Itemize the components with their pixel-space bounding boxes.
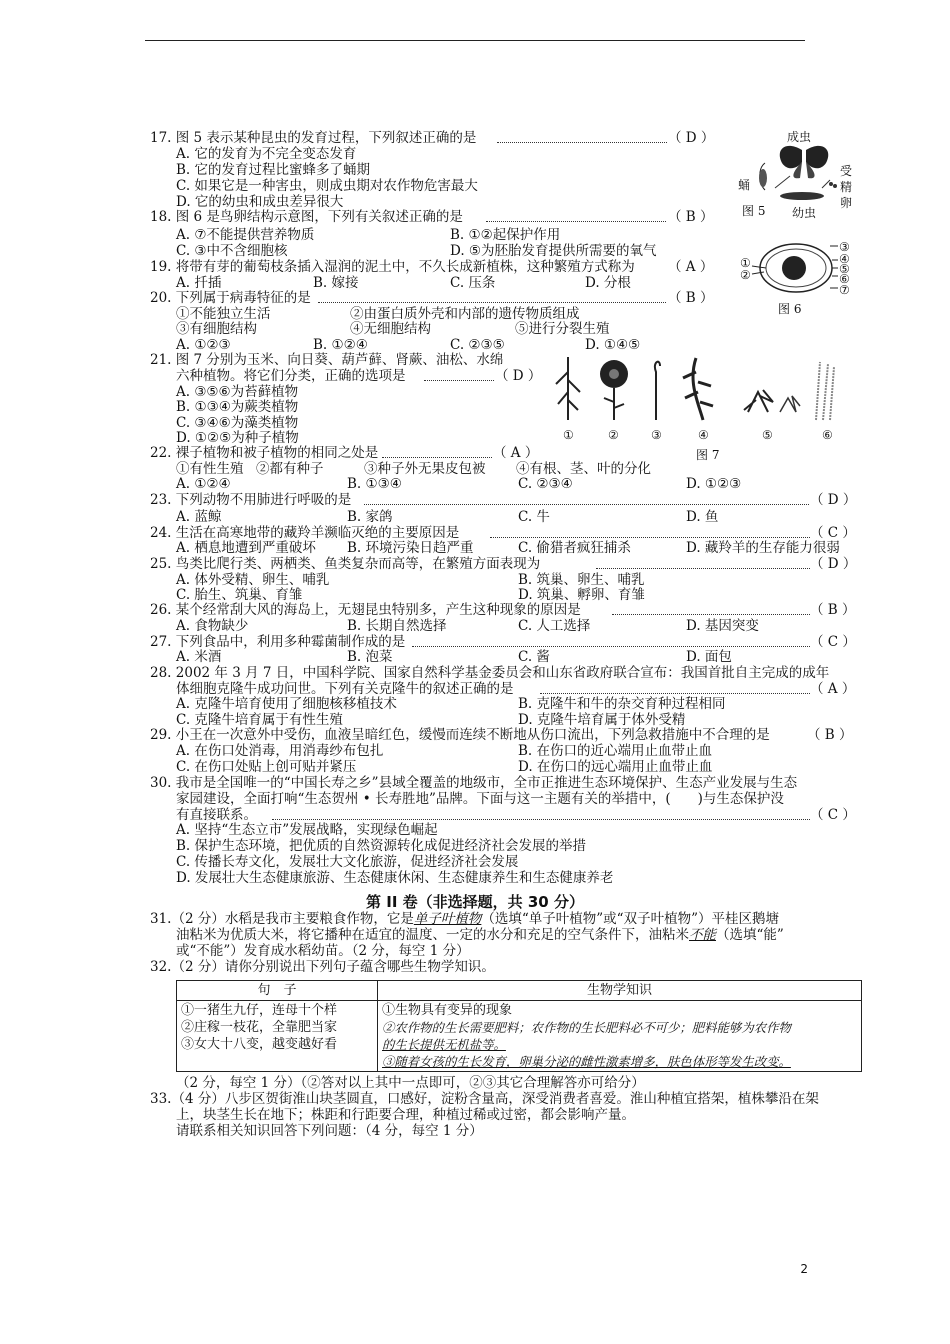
q21-stem-line1: 21. 图 7 分别为玉米、向日葵、葫芦藓、肾蕨、油松、水绵 (150, 352, 504, 368)
q17-option-a: A. 它的发育为不完全变态发育 (176, 146, 357, 162)
q23-option-d: D. 鱼 (686, 509, 719, 525)
six-plants-drawing (548, 352, 843, 424)
q31-text-3: 油粘米为优质大米，将它播种在适宜的温度、一定的水分和充足的空气条件下，油粘米 (176, 927, 689, 943)
q26-option-c: C. 人工选择 (518, 618, 591, 634)
sentence-cell (177, 1001, 378, 1072)
q19-option-b: B. 嫁接 (313, 275, 359, 291)
q28-option-b: B. 克隆牛和牛的杂交育种过程相同 (518, 696, 726, 712)
q29-option-a: A. 在伤口处消毒，用消毒纱布包扎 (176, 743, 384, 759)
column-header-sentence: 句 子 (177, 981, 378, 1001)
q27-option-d: D. 面包 (686, 649, 732, 665)
fig5-adult-label: 成虫 (787, 130, 812, 144)
q28-answer: （ A ） (810, 681, 856, 697)
q21-option-c: C. ③④⑥为藻类植物 (176, 415, 299, 431)
knowledge-1: ①生物具有变异的现象 (382, 1003, 513, 1018)
q18-option-b: B. ①②起保护作用 (450, 227, 561, 243)
leader-dots (318, 302, 666, 303)
q30-stem-line3: 有直接联系。 (176, 807, 257, 823)
q23-option-a: A. 蓝鲸 (176, 509, 222, 525)
q18-option-c: C. ③中不含细胞核 (176, 243, 288, 259)
q31-answer-blank-2: 不能 (689, 927, 716, 943)
fig7-label-3: ③ (651, 428, 662, 442)
q28-stem-line1: 28. 2002 年 3 月 7 日，中国科学院、国家自然科学基金委员会和山东省政府联合宣布：我国首批自主完成的成年 (150, 665, 830, 681)
q20-statement-4: ④无细胞结构 (350, 321, 431, 337)
figure-5-insect-lifecycle (730, 128, 855, 218)
q19-option-d: D. 分根 (585, 275, 631, 291)
q29-answer: （ B ） (807, 727, 853, 743)
figure-7-plants (548, 352, 843, 460)
q23-answer: （ D ） (810, 492, 857, 508)
fig5-egg-label-3: 卵 (840, 196, 853, 210)
q22-statement-3: ③种子外无果皮包被 (364, 461, 486, 477)
knowledge-cell (378, 1001, 862, 1072)
q19-option-c: C. 压条 (450, 275, 496, 291)
q19-answer: （ A ） (668, 259, 714, 275)
fig6-label-3: ③ (839, 240, 850, 254)
q27-option-c: C. 酱 (518, 649, 550, 665)
q24-option-b: B. 环境污染日趋严重 (347, 540, 474, 556)
fig6-label-1: ① (740, 256, 751, 270)
q32-knowledge-table (176, 980, 862, 1072)
q22-option-a: A. ①②④ (176, 476, 231, 492)
q26-stem: 26. 某个经常刮大风的海岛上，无翅昆虫特别多，产生这种现象的原因是 (150, 602, 581, 618)
bird-egg-drawing (738, 238, 853, 298)
q26-answer: （ B ） (810, 602, 856, 618)
leader-dots (364, 504, 809, 505)
q22-option-c: C. ②③④ (518, 476, 573, 492)
fig7-label-6: ⑥ (822, 428, 833, 442)
q23-option-c: C. 牛 (518, 509, 550, 525)
q20-statement-2: ②由蛋白质外壳和内部的遗传物质组成 (350, 306, 580, 322)
q25-option-c: C. 胎生、筑巢、育雏 (176, 587, 303, 603)
q22-statement-4: ④有根、茎、叶的分化 (516, 461, 651, 477)
sentence-3: ③女大十八变，越变越好看 (181, 1037, 338, 1052)
q32-scoring-note: （2 分，每空 1 分）（②答对以上其中一点即可，②③其它合理解答亦可给分） (176, 1075, 645, 1091)
q26-option-a: A. 食物缺少 (176, 618, 249, 634)
q31-line1 (150, 912, 779, 927)
q25-answer: （ D ） (810, 556, 857, 572)
q30-stem-line1: 30. 我市是全国唯一的“中国长寿之乡”县域全覆盖的地级市，全市正推进生态环境保护、生态产业发展与生态 (150, 775, 798, 791)
q29-stem: 29. 小王在一次意外中受伤，血液呈暗红色，缓慢而连续不断地从伤口流出，下列急救措施中不合理的是 (150, 727, 770, 743)
q25-stem: 25. 鸟类比爬行类、两栖类、鱼类复杂而高等，在繁殖方面表现为 (150, 556, 541, 572)
q30-answer: （ C ） (810, 807, 856, 823)
q24-option-a: A. 栖息地遭到严重破坏 (176, 540, 316, 556)
q27-answer: （ C ） (810, 634, 856, 650)
q30-option-d: D. 发展壮大生态健康旅游、生态健康休闲、生态健康养生和生态健康养老 (176, 870, 614, 886)
q24-answer: （ C ） (810, 525, 856, 541)
q28-option-d: D. 克隆牛培育属于体外受精 (518, 712, 686, 728)
q33-line2: 上，块茎生长在地下；株距和行距要合理，种植过稀或过密，都会影响产量。 (176, 1107, 635, 1123)
q29-option-c: C. 在伤口处贴上创可贴并紧压 (176, 759, 357, 775)
q32-stem: 32.（2 分）请你分别说出下列句子蕴含哪些生物学知识。 (150, 959, 495, 975)
q20-answer: （ B ） (668, 290, 714, 306)
knowledge-3: ③随着女孩的生长发育，卵巢分泌的雌性激素增多，肤色体形等发生改变。 (382, 1054, 791, 1069)
fig7-caption: 图 7 (696, 448, 720, 462)
leader-dots (486, 221, 666, 222)
q21-answer: （ D ） (495, 368, 542, 384)
q31-text-1: 31.（2 分）水稻是我市主要粮食作物，它是 (150, 911, 414, 927)
q31-answer-blank-1: 单子叶植物 (413, 911, 482, 927)
q20-statement-5: ⑤进行分裂生殖 (515, 321, 610, 337)
q17-stem: 17. 图 5 表示某种昆虫的发育过程，下列叙述正确的是 (150, 130, 477, 146)
fig6-label-2: ② (740, 268, 751, 282)
leader-dots (612, 614, 810, 615)
q24-option-c: C. 偷猎者疯狂捕杀 (518, 540, 631, 556)
q24-option-d: D. 藏羚羊的生存能力很弱 (686, 540, 840, 556)
q30-option-b: B. 保护生态环境，把优质的自然资源转化成促进经济社会发展的举措 (176, 838, 587, 854)
sentence-2: ②庄稼一枝花，全靠肥当家 (181, 1020, 338, 1035)
q23-option-b: B. 家鸽 (347, 509, 393, 525)
q23-stem: 23. 下列动物不用肺进行呼吸的是 (150, 492, 352, 508)
leader-dots (540, 693, 810, 694)
q20-option-b: B. ①②④ (313, 337, 368, 353)
q20-option-d: D. ①④⑤ (585, 337, 641, 353)
fig6-label-7: ⑦ (839, 283, 850, 297)
leader-dots (490, 537, 810, 538)
q29-option-d: D. 在伤口的远心端用止血带止血 (518, 759, 713, 775)
q27-option-a: A. 米酒 (176, 649, 222, 665)
q18-option-d: D. ⑤为胚胎发育提供所需要的氧气 (450, 243, 657, 259)
q26-option-d: D. 基因突变 (686, 618, 759, 634)
leader-dots (497, 142, 667, 143)
figure-6-bird-egg (738, 238, 853, 316)
q17-option-c: C. 如果它是一种害虫，则成虫期对农作物危害最大 (176, 178, 478, 194)
table-header-row (177, 981, 862, 1001)
q28-option-c: C. 克隆牛培育属于有性生殖 (176, 712, 343, 728)
section-title: 第 II 卷（非选择题，共 30 分） (366, 893, 584, 911)
fig6-label-5: ⑤ (839, 262, 850, 276)
q21-option-a: A. ③⑤⑥为苔藓植物 (176, 384, 299, 400)
leader-dots (412, 646, 810, 647)
fig6-label-4: ④ (839, 252, 850, 266)
q33-line1: 33.（4 分）八步区贺街淮山块茎圆直，口感好，淀粉含量高，深受消费者喜爱。淮山种植宜搭架，植株攀沿在架 (150, 1091, 819, 1107)
q31-line2 (176, 928, 784, 943)
q17-option-d: D. 它的幼虫和成虫差异很大 (176, 194, 344, 210)
header-rule (145, 40, 805, 41)
q25-option-b: B. 筑巢、卵生、哺乳 (518, 572, 645, 588)
fig5-pupa-label: 蛹 (738, 178, 751, 192)
q25-option-d: D. 筑巢、孵卵、育雏 (518, 587, 645, 603)
q28-option-a: A. 克隆牛培育使用了细胞核移植技术 (176, 696, 397, 712)
q31-text-4: （选填“能” (716, 927, 784, 943)
q28-stem-line2: 体细胞克隆牛成功问世。下列有关克隆牛的叙述正确的是 (176, 681, 514, 697)
q24-stem: 24. 生活在高寒地带的藏羚羊濒临灭绝的主要原因是 (150, 525, 460, 541)
q22-statement-1: ①有性生殖 (176, 461, 244, 477)
leader-dots (382, 457, 492, 458)
q18-option-a: A. ⑦不能提供营养物质 (176, 227, 315, 243)
q21-option-b: B. ①③④为蕨类植物 (176, 399, 299, 415)
q19-stem: 19. 将带有芽的葡萄枝条插入湿润的泥土中，不久长成新植株，这种繁殖方式称为 (150, 259, 635, 275)
knowledge-2a: ②农作物的生长需要肥料；农作物的生长肥料必不可少；肥料能够为农作物 (382, 1020, 791, 1035)
q20-statement-1: ①不能独立生活 (176, 306, 271, 322)
q22-option-b: B. ①③④ (347, 476, 402, 492)
fig5-egg-label-2: 精 (840, 180, 853, 194)
q19-option-a: A. 扦插 (176, 275, 222, 291)
fig6-caption: 图 6 (778, 302, 802, 316)
fig5-caption: 图 5 (742, 204, 766, 218)
q31-text-2: （选填“单子叶植物”或“双子叶植物”）平桂区鹅塘 (481, 911, 779, 927)
q21-stem-line2: 六种植物。将它们分类，正确的选项是 (176, 368, 406, 384)
q22-statement-2: ②都有种子 (256, 461, 324, 477)
leader-dots (424, 380, 494, 381)
q26-option-b: B. 长期自然选择 (347, 618, 447, 634)
q22-answer: （ A ） (493, 445, 539, 461)
q25-option-a: A. 体外受精、卵生、哺乳 (176, 572, 330, 588)
leader-dots (272, 819, 810, 820)
q17-option-b: B. 它的发育过程比蜜蜂多了蛹期 (176, 162, 371, 178)
fig6-label-6: ⑥ (839, 272, 850, 286)
knowledge-2b: 的生长提供无机盐等。 (382, 1037, 506, 1052)
q30-option-a: A. 坚持“生态立市”发展战略，实现绿色崛起 (176, 822, 438, 838)
fig7-label-4: ④ (698, 428, 709, 442)
q22-option-d: D. ①②③ (686, 476, 742, 492)
fig7-label-1: ① (563, 428, 574, 442)
q33-line3: 请联系相关知识回答下列问题：（4 分，每空 1 分） (176, 1123, 483, 1139)
q20-stem: 20. 下列属于病毒特征的是 (150, 290, 311, 306)
column-header-knowledge: 生物学知识 (378, 981, 862, 1001)
fig5-larva-label: 幼虫 (792, 206, 817, 220)
q20-statement-3: ③有细胞结构 (176, 321, 257, 337)
leader-dots (596, 568, 810, 569)
q20-option-a: A. ①②③ (176, 337, 231, 353)
fig5-egg-label-1: 受 (840, 164, 853, 178)
q17-answer: （ D ） (668, 130, 715, 146)
sentence-1: ①一猪生九仔，连母十个样 (181, 1003, 338, 1018)
q30-stem-line2: 家园建设，全面打响“生态贺州 • 长寿胜地”品牌。下面与这一主题有关的举措中，( )与生态保护没 (176, 791, 784, 807)
q31-text-5: 或“不能”）发育成水稻幼苗。（2 分，每空 1 分） (176, 943, 470, 959)
q18-stem: 18. 图 6 是鸟卵结构示意图，下列有关叙述正确的是 (150, 209, 463, 225)
fig7-label-5: ⑤ (762, 428, 773, 442)
q21-option-d: D. ①②⑤为种子植物 (176, 430, 299, 446)
page-number: 2 (800, 1262, 808, 1276)
q22-stem: 22. 裸子植物和被子植物的相同之处是 (150, 445, 379, 461)
q27-option-b: B. 泡菜 (347, 649, 393, 665)
q18-answer: （ B ） (668, 209, 714, 225)
q27-stem: 27. 下列食品中，利用多种霉菌制作成的是 (150, 634, 406, 650)
q30-option-c: C. 传播长寿文化，发展壮大文化旅游，促进经济社会发展 (176, 854, 519, 870)
table-row (177, 1001, 862, 1072)
q29-option-b: B. 在伤口的近心端用止血带止血 (518, 743, 713, 759)
q20-option-c: C. ②③⑤ (450, 337, 505, 353)
fig7-label-2: ② (608, 428, 619, 442)
